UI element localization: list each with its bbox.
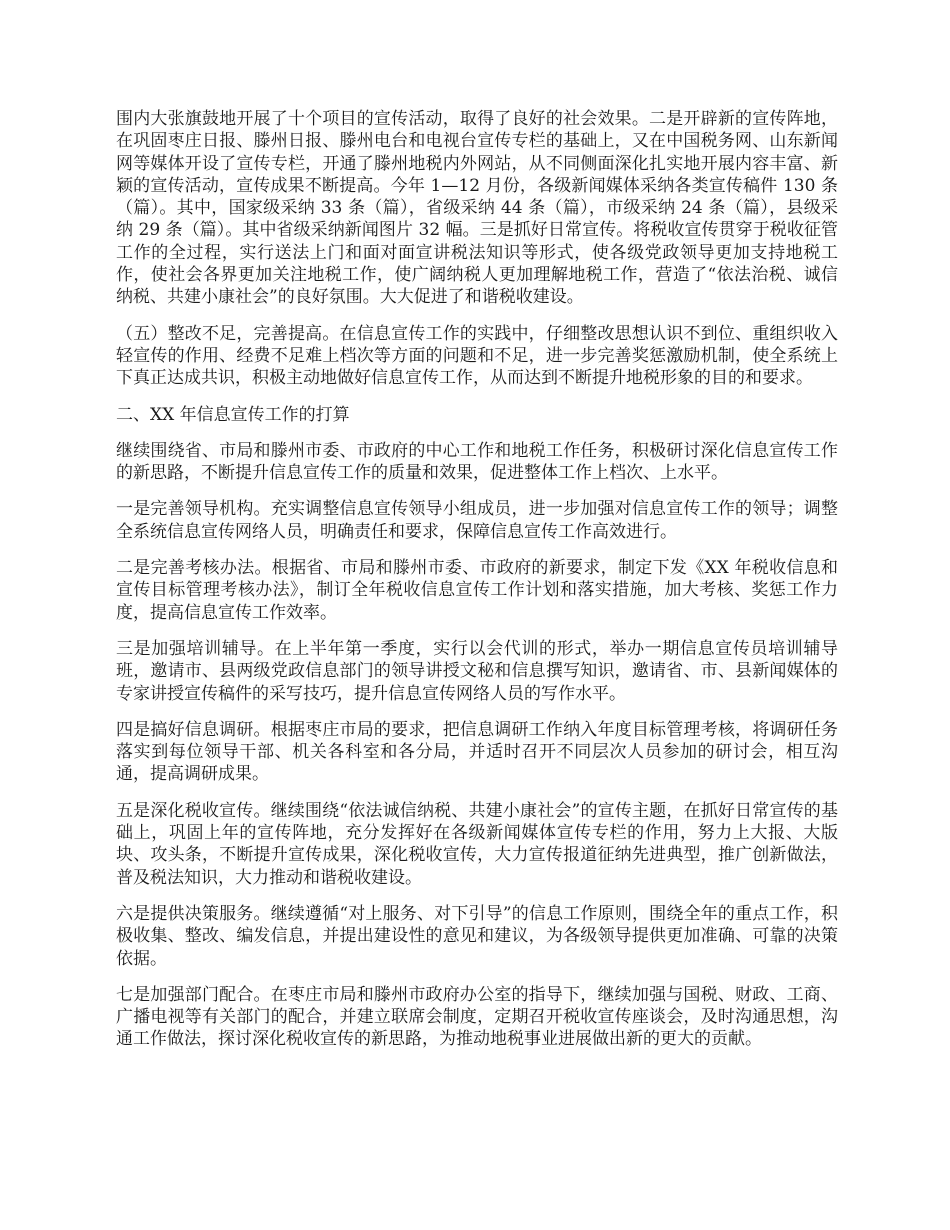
paragraph-section-five-rectification: （五）整改不足，完善提高。在信息宣传工作的实践中，仔细整改思想认识不到位、重组织收入轻宣传的作用、经费不足难上档次等方面的问题和不足，进一步完善奖惩激励机制，使全系统上下真正达成共识，积极主动地做好信息宣传工作，从而达到不断提升地税形象的目的和要求。 <box>116 323 838 389</box>
paragraph-plan-item-1: 一是完善领导机构。充实调整信息宣传领导小组成员，进一步加强对信息宣传工作的领导；调整全系统信息宣传网络人员，明确责任和要求，保障信息宣传工作高效进行。 <box>116 499 838 542</box>
section-heading-plan: 二、XX 年信息宣传工作的打算 <box>116 404 350 425</box>
paragraph-plan-item-2: 二是完善考核办法。根据省、市局和滕州市委、市政府的新要求，制定下发《XX 年税收信息和宣传目标管理考核办法》，制订全年税收信息宣传工作计划和落实措施，加大考核、奖惩工作力度，提高信息宣传工作效率。 <box>116 558 838 623</box>
document-page <box>116 108 838 1051</box>
paragraph-plan-item-6: 六是提供决策服务。继续遵循“对上服务、对下引导”的信息工作原则，围绕全年的重点工作，积极收集、整改、编发信息，并提出建设性的意见和建议，为各级领导提供更加准确、可靠的决策依据。 <box>116 903 838 969</box>
paragraph-plan-item-5: 五是深化税收宣传。继续围绕“依法诚信纳税、共建小康社会”的宣传主题，在抓好日常宣传的基础上，巩固上年的宣传阵地，充分发挥好在各级新闻媒体宣传专栏的作用，努力上大报、大版块、攻头条，不断提升宣传成果，深化税收宣传，大力宣传报道征纳先进典型，推广创新做法，普及税法知识，大力推动和谐税收建设。 <box>116 800 838 888</box>
paragraph-publicity-results: 围内大张旗鼓地开展了十个项目的宣传活动，取得了良好的社会效果。二是开辟新的宣传阵地，在巩固枣庄日报、滕州日报、滕州电台和电视台宣传专栏的基础上，又在中国税务网、山东新闻网等媒体开设了宣传专栏，开通了滕州地税内外网站，从不同侧面深化扎实地开展内容丰富、新颖的宣传活动，宣传成果不断提高。今年 1—12 月份，各级新闻媒体采纳各类宣传稿件 130 条（篇）。其中，国家级采纳 33 条（篇），省级采纳 44 条（篇），市级采纳 24 条（篇），县级采纳 29 条（篇）。其中省级采纳新闻图片 32 幅。三是抓好日常宣传。将税收宣传贯穿于税收征管工作的全过程，实行送法上门和面对面宣讲税法知识等形式，使各级党政领导更加支持地税工作，使社会各界更加关注地税工作，使广阔纳税人更加理解地税工作，营造了“依法治税、诚信纳税、共建小康社会”的良好氛围。大大促进了和谐税收建设。 <box>116 109 838 308</box>
paragraph-plan-intro: 继续围绕省、市局和滕州市委、市政府的中心工作和地税工作任务，积极研讨深化信息宣传工作的新思路，不断提升信息宣传工作的质量和效果，促进整体工作上档次、上水平。 <box>116 440 838 484</box>
paragraph-plan-item-3: 三是加强培训辅导。在上半年第一季度，实行以会代训的形式，举办一期信息宣传员培训辅导班，邀请市、县两级党政信息部门的领导讲授文秘和信息撰写知识，邀请省、市、县新闻媒体的专家讲授宣传稿件的采写技巧，提升信息宣传网络人员的写作水平。 <box>116 638 838 704</box>
paragraph-plan-item-7: 七是加强部门配合。在枣庄市局和滕州市政府办公室的指导下，继续加强与国税、财政、工商、广播电视等有关部门的配合，并建立联席会制度，定期召开税收宣传座谈会，及时沟通思想，沟通工作做法，探讨深化税收宣传的新思路，为推动地税事业进展做出新的更大的贡献。 <box>116 984 838 1050</box>
paragraph-plan-item-4: 四是搞好信息调研。根据枣庄市局的要求，把信息调研工作纳入年度目标管理考核，将调研任务落实到每位领导干部、机关各科室和各分局，并适时召开不同层次人员参加的研讨会，相互沟通，提高调研成果。 <box>116 719 838 785</box>
